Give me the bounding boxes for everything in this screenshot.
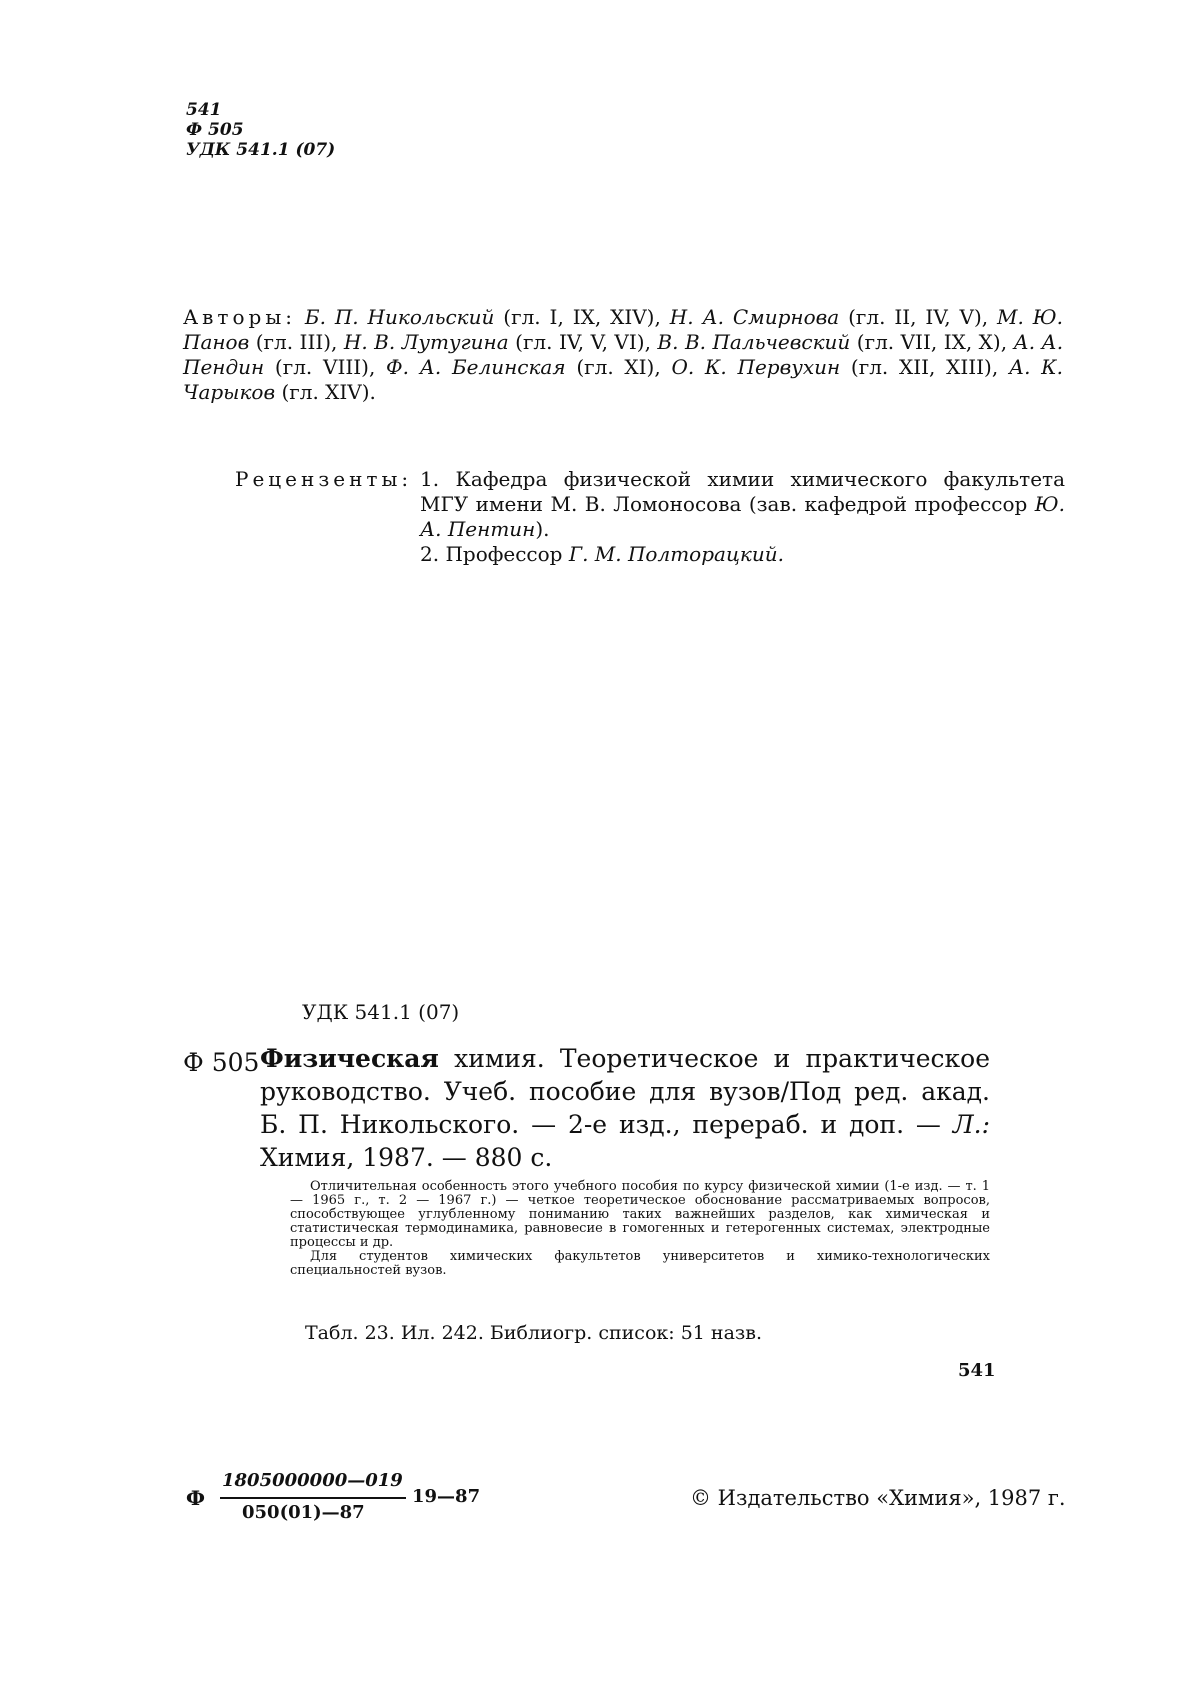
classification-code: 541 <box>186 100 222 120</box>
reviewer-text: Профессор <box>445 542 563 566</box>
author-chapters: (гл. XI), <box>576 355 661 379</box>
author-mark: Ф 505 <box>186 120 244 140</box>
reviewer-2 <box>420 542 1065 567</box>
catalog-abstract <box>290 1180 990 1278</box>
author-name: Н. А. Смирнова <box>669 305 840 329</box>
footer-denominator: 050(01)—87 <box>242 1502 365 1523</box>
abstract-paragraph: Отличительная особенность этого учебного пособия по курсу физической химии (1-е изд. — т. 1 — 1965 г., т. 2 — 1967 г.) — четкое теоретическое обоснование рассматриваемых вопросов, способствующее углубленному пониманию таких важнейших разделов, как химическая и статистическая термодинамика, равновесие в гомогенных и гетерогенных системах, электродные процессы и др. <box>290 1179 990 1250</box>
catalog-udk: УДК 541.1 (07) <box>302 1000 460 1024</box>
author-name: Б. П. Никольский <box>304 305 495 329</box>
reviewer-text: Кафедра физической химии химического факультета МГУ имени М. В. Ломоносова (зав. кафедрой профессор <box>420 467 1066 516</box>
catalog-description <box>260 1042 990 1174</box>
catalog-stats: Табл. 23. Ил. 242. Библиогр. список: 51 назв. <box>305 1322 763 1344</box>
catalog-author-mark: Ф 505 <box>183 1048 260 1077</box>
author-chapters: (гл. IV, V, VI), <box>515 330 651 354</box>
reviewer-number: 2. <box>420 542 440 566</box>
author-name: А. К. Чарыков <box>183 355 1064 404</box>
author-name: В. В. Пальчевский <box>657 330 851 354</box>
author-name: М. Ю. Панов <box>183 305 1063 354</box>
classification-block <box>186 100 335 160</box>
author-chapters: (гл. I, IX, XIV), <box>503 305 661 329</box>
reviewer-name: Г. М. Полторацкий. <box>568 542 784 566</box>
footer-numerator: 1805000000—019 <box>222 1470 403 1491</box>
reviewer-end: ). <box>535 517 550 541</box>
catalog-title-bold: Физическая <box>260 1044 439 1073</box>
reviewer-number: 1. <box>420 467 440 491</box>
abstract-audience: Для студентов химических факультетов университетов и химико-технологических специальностей вузов. <box>290 1249 990 1278</box>
footer-index <box>186 1470 486 1530</box>
author-chapters: (гл. XIV). <box>281 380 376 404</box>
author-chapters: (гл. VII, IX, X), <box>856 330 1008 354</box>
copyright: © Издательство «Химия», 1987 г. <box>690 1486 1066 1510</box>
catalog-publisher-year: Химия, 1987. — 880 с. <box>260 1143 553 1172</box>
authors-label: Авторы: <box>183 305 296 329</box>
author-name: Ф. А. Белинская <box>386 355 566 379</box>
author-chapters: (гл. III), <box>255 330 338 354</box>
catalog-classification-code: 541 <box>958 1360 996 1381</box>
reviewer-1 <box>420 467 1065 542</box>
footer-letter: Ф <box>186 1486 205 1510</box>
reviewer-name: Ю. А. Пентин <box>420 492 1065 541</box>
author-name: О. К. Первухин <box>671 355 841 379</box>
author-name: А. А. Пендин <box>183 330 1064 379</box>
author-chapters: (гл. XII, XIII), <box>850 355 999 379</box>
author-name: Н. В. Лутугина <box>343 330 509 354</box>
authors-paragraph <box>183 305 1063 405</box>
fraction-line <box>220 1497 406 1499</box>
udk-code: УДК 541.1 (07) <box>186 140 336 160</box>
reviewers-label: Рецензенты: <box>235 467 413 491</box>
catalog-city: Л.: <box>952 1110 990 1139</box>
author-chapters: (гл. VIII), <box>274 355 376 379</box>
author-chapters: (гл. II, IV, V), <box>848 305 989 329</box>
catalog-title-rest: химия. Теоретическое и практическое руководство. Учеб. пособие для вузов/Под ред. акад. Б. П. Никольского. — 2-е изд., перераб. и доп. — <box>260 1044 990 1139</box>
footer-year-code: 19—87 <box>412 1486 481 1507</box>
